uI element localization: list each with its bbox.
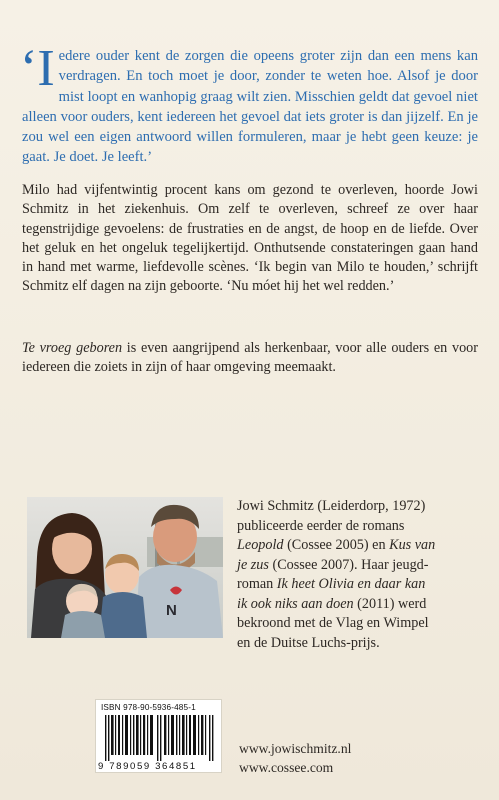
author-family-photo [27, 497, 223, 638]
photo-illustration [27, 497, 223, 638]
bio-title-leopold: Leopold [237, 537, 284, 553]
bio-line-2: publiceerde eerder de romans [237, 517, 405, 534]
bio-line-6 [237, 595, 482, 615]
bio-title-kus-a: Kus van [389, 537, 436, 553]
websites [239, 739, 439, 777]
barcode-label [95, 699, 222, 773]
publisher-website-link[interactable]: www.cossee.com [239, 760, 334, 775]
bio-line-6-text: (2011) werd [353, 595, 427, 612]
bio-line-1: Jowi Schmitz (Leiderdorp, 1972) [237, 498, 426, 514]
bio-title-kus-b: je zus [237, 556, 269, 573]
bio-line-4-text: (Cossee 2007). Haar jeugd- [268, 556, 429, 573]
cover-quote [20, 40, 478, 168]
bio-line-7: bekroond met de Vlag en Wimpel [237, 615, 429, 631]
bio-title-olivia-a: Ik heet Olivia en daar kan [276, 576, 426, 592]
ean-digits: 9 789059 364851 [98, 761, 197, 772]
quote-text: edere ouder kent de zorgen die opeens groter zijn dan een mens kan verdragen. En toch moet je door, zonder te weten hoe. Alsof je door mist loopt en wanhopig graag wilt zien. Misschien geldt dat gevoel niet alleen voor ouders, kent iedereen het gevoel dat iets groter is dan jijzelf. En je zou wel een eigen antwoord willen formuleren, maar je hebt geen keuze: je gaat. Je doet. Je leeft.’ [22, 48, 478, 166]
bio-title-olivia-b: ik ook niks aan doen [237, 595, 354, 612]
open-quote-mark: ‘ [20, 40, 38, 97]
bio-line-4 [237, 556, 482, 576]
bio-line-8: en de Duitse Luchs-prijs. [237, 634, 380, 651]
svg-text:N: N [166, 602, 177, 619]
barcode-icon [105, 715, 215, 761]
initial-letter: I [37, 40, 55, 97]
book-title: Te vroeg geboren [22, 340, 123, 356]
blurb-paragraph-1: Milo had vijfentwintig procent kans om gezond te overleven, hoorde Jowi Schmitz in het ziekenhuis. Om zelf te overleven, schreef ze over haar tegenstrijdige gevoelens: de frustraties en de angst, de hoop en de liefde. Over het geluk en het ongeluk tegelijkertijd. Onthutsende constateringen gaan hand in hand met warme, liefdevolle scènes. ‘Ik begin van Milo te houden,’ schrijft Schmitz elf dagen na zijn geboorte. ‘Nu móet hij het wel redden.’ [22, 182, 478, 295]
bio-line-3-text: (Cossee 2005) en [283, 537, 390, 553]
blurb-paragraph-2-text: is even aangrijpend als herkenbaar, voor alle ouders en voor iedereen die zoiets in zijn of haar omgeving meemaakt. [22, 340, 478, 376]
blurb-paragraph-2 [22, 339, 478, 378]
author-bio [237, 497, 482, 653]
bio-line-5-text: roman [237, 576, 277, 592]
drop-cap [20, 40, 55, 97]
isbn-text: ISBN 978-90-5936-485-1 [101, 703, 196, 712]
author-website-link[interactable]: www.jowischmitz.nl [239, 741, 352, 756]
bio-line-5 [237, 575, 482, 595]
bio-line-3 [237, 536, 482, 556]
